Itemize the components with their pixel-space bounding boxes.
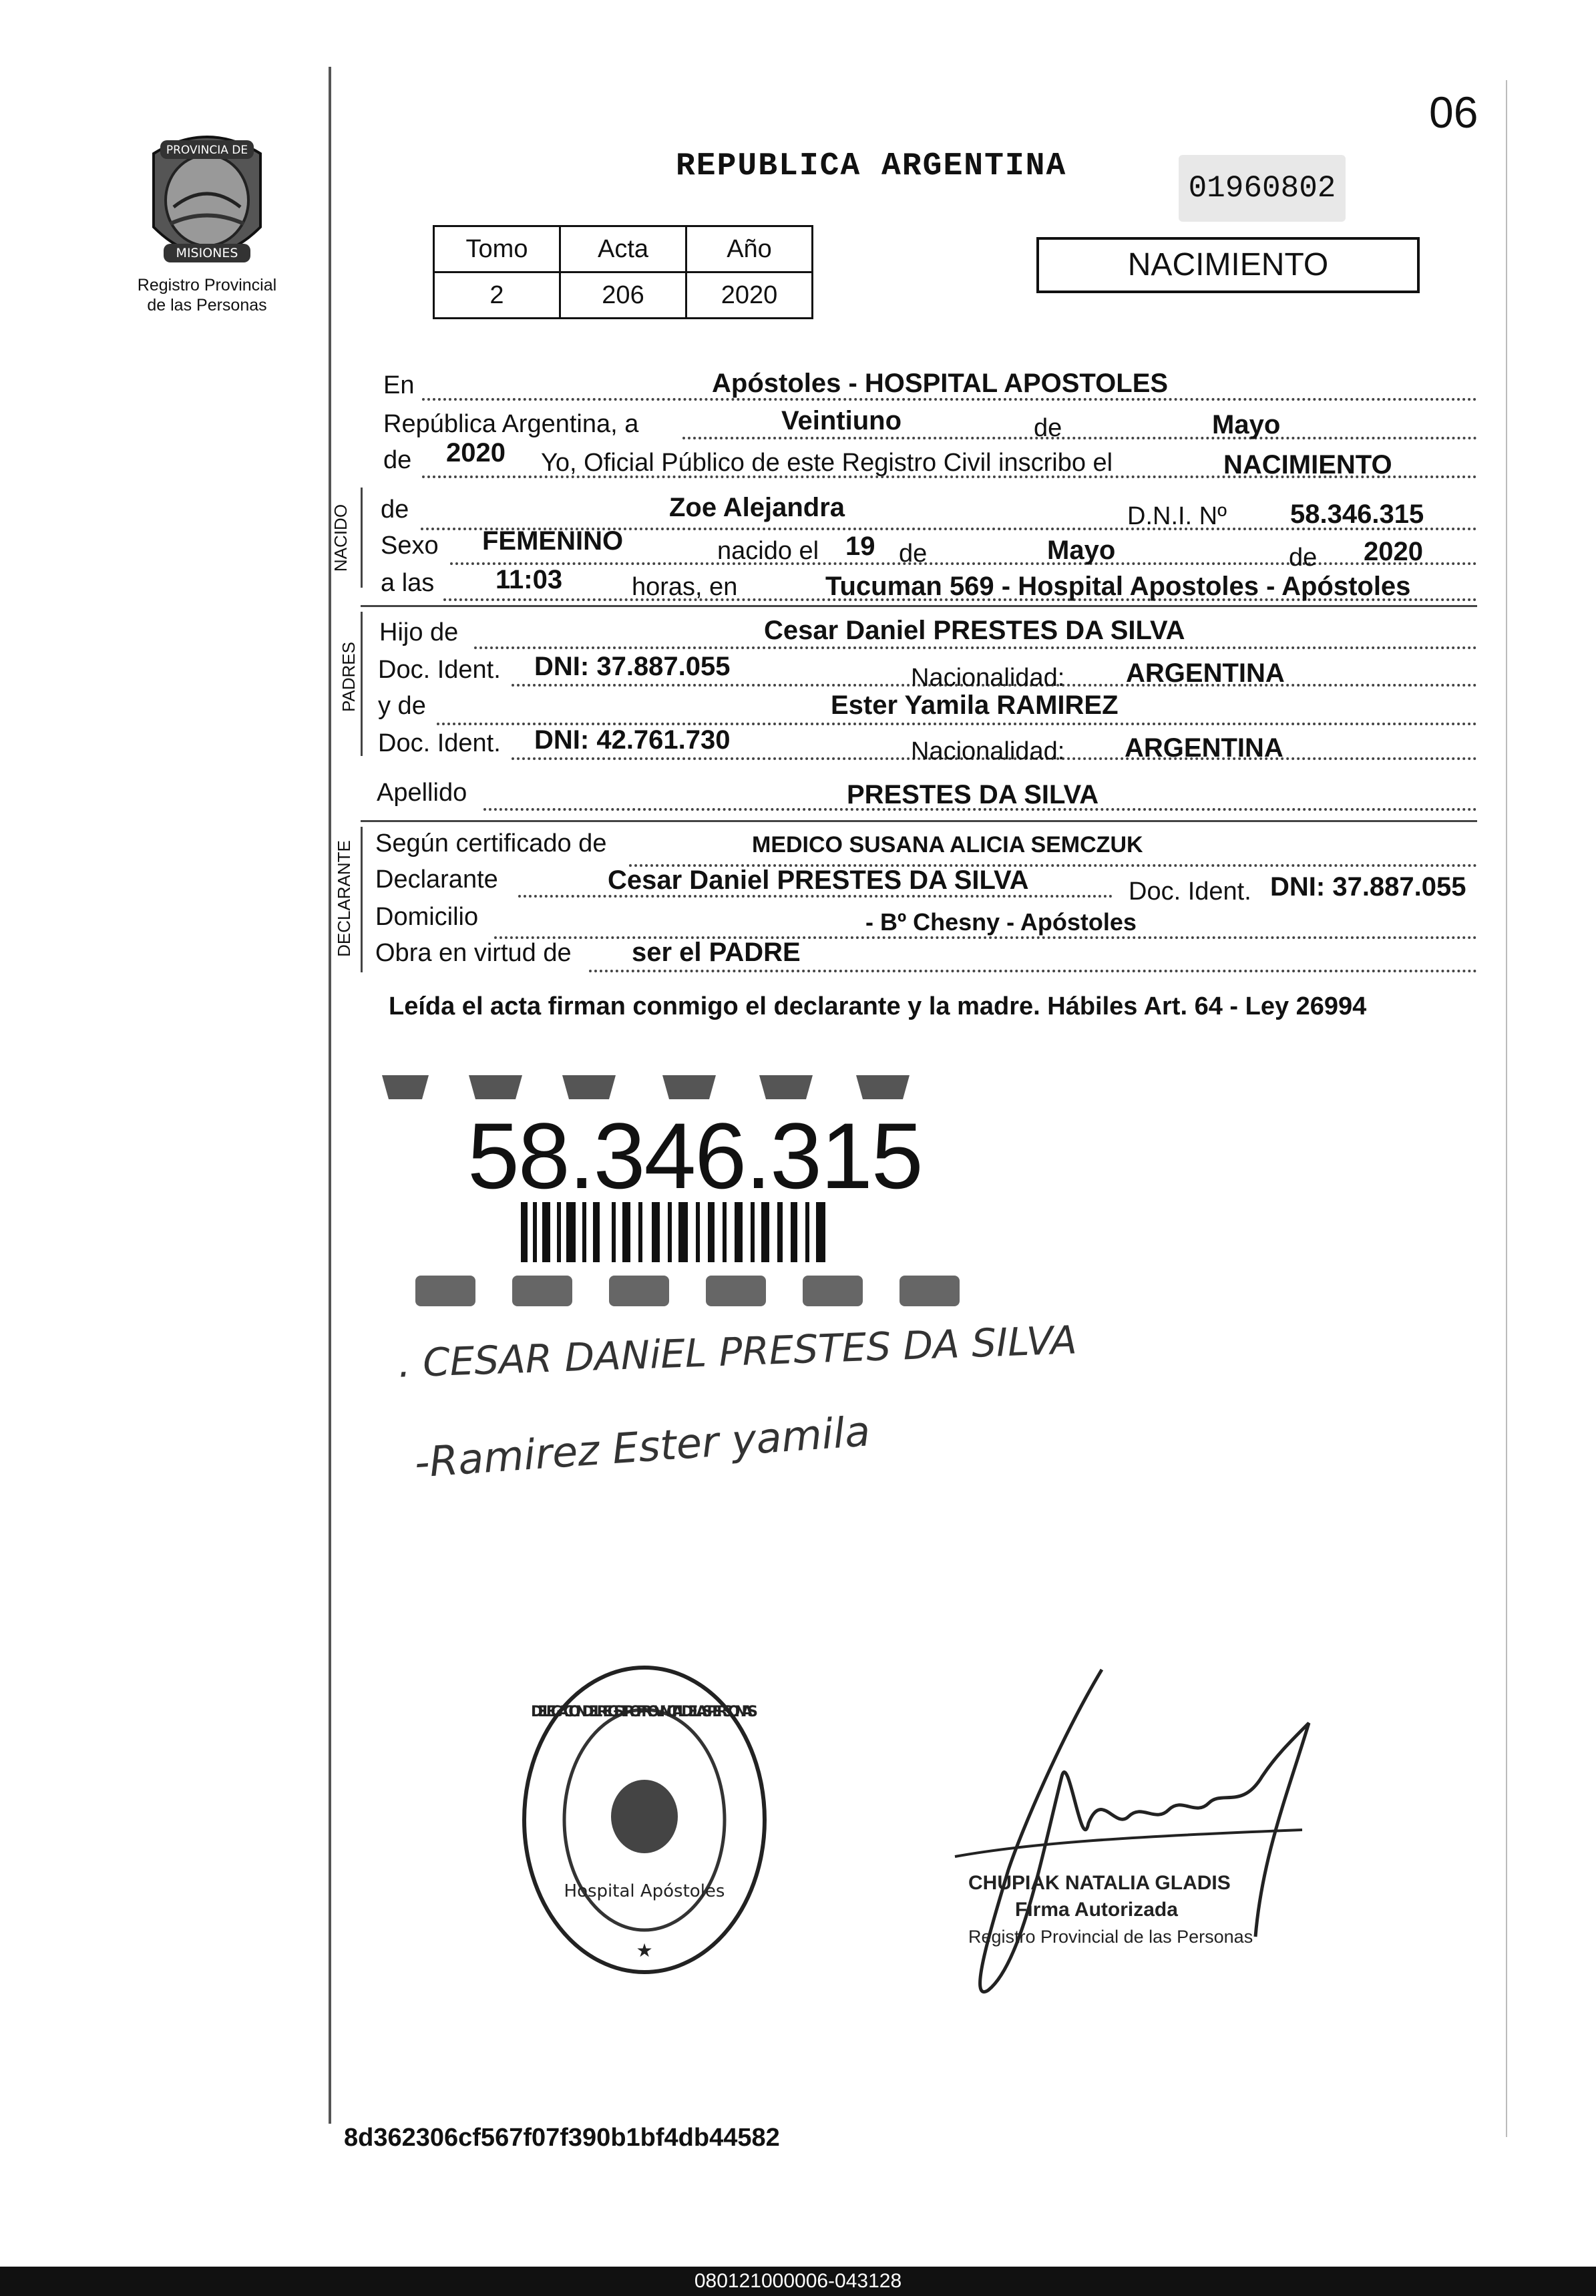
doc-ident-label: Doc. Ident. [378, 729, 501, 757]
child-name: Zoe Alejandra [669, 493, 845, 522]
emblem-top-text: PROVINCIA DE [166, 144, 248, 157]
registry-line1: Registro Provincial [137, 276, 277, 295]
birth-time: 11:03 [495, 565, 563, 594]
de-label: de [1289, 544, 1318, 572]
mother-name: Ester Yamila RAMIREZ [831, 691, 1119, 720]
child-dni: 58.346.315 [1290, 500, 1424, 529]
nacionalidad-label: Nacionalidad: [911, 664, 1065, 692]
horas-label: horas, en [632, 573, 738, 601]
barcode-icon [521, 1202, 825, 1262]
nacido-de-label: de [381, 496, 409, 524]
section-bar [361, 488, 363, 588]
child-sex: FEMENINO [482, 526, 624, 556]
official-stamp [968, 1870, 1253, 1950]
dots-line [474, 646, 1477, 649]
certificate-doctor: MEDICO SUSANA ALICIA SEMCZUK [752, 832, 1143, 857]
de-label: de [899, 540, 928, 568]
registration-type: NACIMIENTO [1223, 450, 1392, 480]
seal-outer-text: DELEGACION DEL REGISTRO PROVINCIAL DE LAS PERSONAS [531, 1704, 758, 1720]
ref-value-tomo: 2 [434, 272, 560, 319]
alas-label: a las [381, 569, 435, 597]
section-divider [361, 820, 1477, 822]
de-label: de [1034, 414, 1062, 442]
ref-header-tomo: Tomo [434, 226, 560, 272]
declarant-address: - Bº Chesny - Apóstoles [865, 908, 1137, 936]
declarant-doc: DNI: 37.887.055 [1270, 872, 1466, 902]
nacido-el-label: nacido el [717, 537, 819, 565]
section-declarante: DECLARANTE [333, 840, 354, 957]
document-hash: 8d362306cf567f07f390b1bf4db44582 [344, 2124, 780, 2152]
hijo-de-label: Hijo de [379, 618, 459, 646]
apellido-label: Apellido [377, 779, 467, 807]
section-padres: PADRES [339, 642, 359, 712]
mother-nationality: ARGENTINA [1125, 733, 1283, 763]
domicilio-label: Domicilio [375, 903, 479, 931]
page-number: 06 [1429, 87, 1478, 137]
sticker-top-pattern-icon [382, 1075, 910, 1099]
father-name: Cesar Daniel PRESTES DA SILVA [764, 616, 1185, 645]
reference-table [433, 225, 813, 319]
obra-label: Obra en virtud de [375, 939, 572, 967]
registry-line2: de las Personas [147, 296, 267, 315]
document-type-box: NACIMIENTO [1036, 237, 1420, 293]
de-label: de [383, 446, 412, 474]
sexo-label: Sexo [381, 532, 439, 560]
section-nacido: NACIDO [331, 504, 351, 572]
doc-ident-label: Doc. Ident. [1129, 878, 1251, 906]
official-signature-icon [928, 1656, 1342, 2017]
declarant-name: Cesar Daniel PRESTES DA SILVA [608, 866, 1029, 895]
dots-line [682, 437, 1477, 439]
registration-year: 2020 [446, 438, 506, 467]
page-title: REPUBLICA ARGENTINA [676, 148, 1067, 184]
father-handwritten-name: . CESAR DANiEL PRESTES DA SILVA [397, 1317, 1078, 1386]
sticker-dni-number: 58.346.315 [467, 1103, 922, 1208]
registration-day: Veintiuno [781, 406, 902, 435]
left-margin-line [329, 67, 331, 2124]
official-name: CHUPIAK NATALIA GLADIS [968, 1872, 1231, 1894]
emblem-bottom-text: MISIONES [176, 246, 238, 260]
right-margin-line [1506, 80, 1507, 2137]
doc-ident-label: Doc. Ident. [378, 656, 501, 684]
ref-value-ano: 2020 [686, 272, 813, 319]
birth-day: 19 [845, 532, 875, 561]
serial-number: 01960802 [1179, 155, 1346, 222]
birth-year: 2020 [1364, 537, 1423, 566]
y-de-label: y de [378, 692, 426, 720]
seal-inner-text: Hospital Apóstoles [564, 1881, 725, 1901]
svg-text:★: ★ [636, 1940, 653, 1961]
footer-code: 080121000006-043128 [0, 2267, 1596, 2296]
misiones-emblem-icon [140, 127, 274, 270]
official-office: Registro Provincial de las Personas [968, 1927, 1253, 1947]
en-label: En [383, 371, 415, 399]
ref-value-acta: 206 [560, 272, 686, 319]
ref-header-acta: Acta [560, 226, 686, 272]
declarante-label: Declarante [375, 866, 498, 894]
section-bar [361, 612, 363, 756]
ref-header-ano: Año [686, 226, 813, 272]
mother-doc: DNI: 42.761.730 [534, 725, 731, 755]
segun-certificado-label: Según certificado de [375, 829, 607, 857]
closing-text: Leída el acta firman conmigo el declarante y la madre. Hábiles Art. 64 - Ley 26994 [389, 992, 1367, 1020]
dots-line [589, 970, 1477, 972]
registration-place: Apóstoles - HOSPITAL APOSTOLES [712, 369, 1169, 398]
section-bar [361, 827, 363, 972]
mother-handwritten-name: -Ramirez Ester yamila [413, 1406, 872, 1487]
father-doc: DNI: 37.887.055 [534, 652, 731, 681]
republic-label: República Argentina, a [383, 410, 639, 438]
dots-line [450, 562, 1477, 565]
father-nationality: ARGENTINA [1126, 658, 1285, 688]
official-text: Yo, Oficial Público de este Registro Civil inscribo el [541, 449, 1113, 477]
official-role: Firma Autorizada [1015, 1899, 1178, 1921]
nacionalidad-label: Nacionalidad: [911, 737, 1065, 765]
sticker-bottom-pattern-icon [415, 1276, 960, 1306]
registry-label [100, 275, 314, 315]
section-divider [361, 605, 1477, 607]
birth-place: Tucuman 569 - Hospital Apostoles - Apóstoles [825, 572, 1411, 601]
surname: PRESTES DA SILVA [847, 780, 1099, 809]
registration-month: Mayo [1212, 410, 1281, 439]
relation: ser el PADRE [632, 938, 801, 967]
dni-label: D.N.I. Nº [1127, 502, 1227, 530]
registry-seal-icon [514, 1656, 775, 1983]
birth-month: Mayo [1047, 536, 1116, 565]
